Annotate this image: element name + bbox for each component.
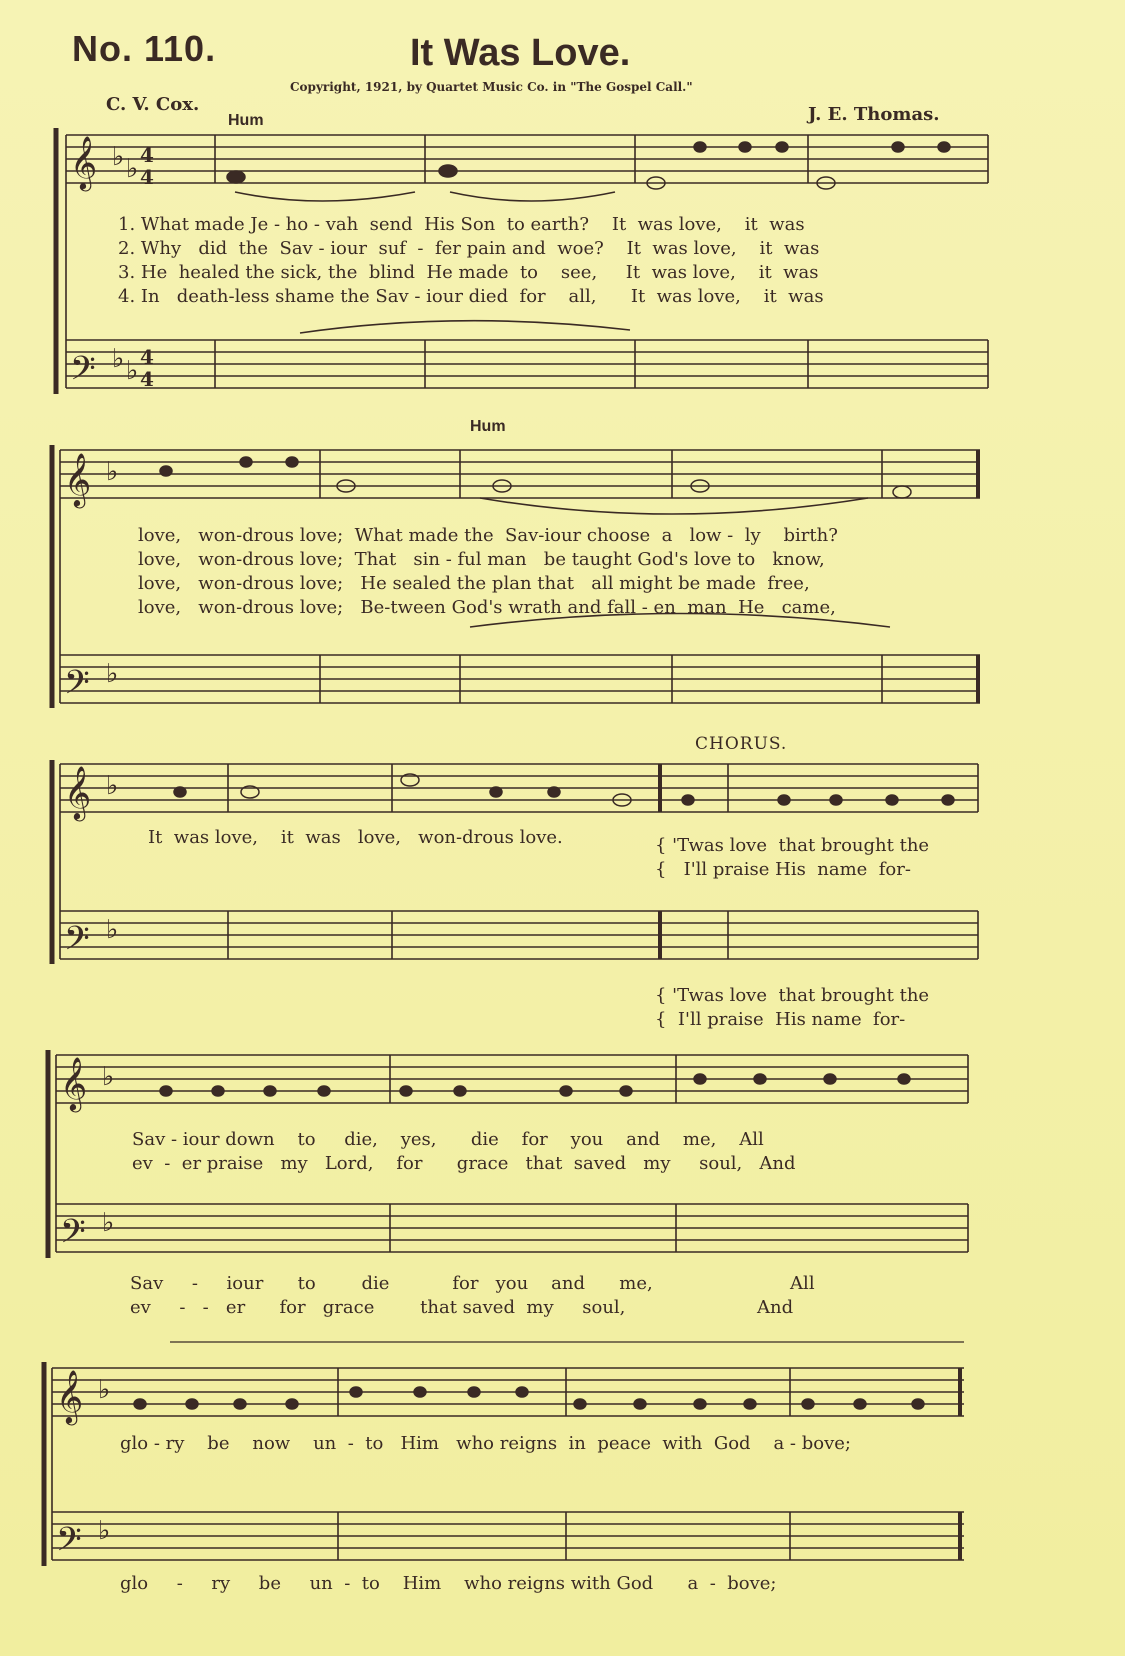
chorus-treble-lower: ev - er praise my Lord, for grace that saved my soul, And [132,1153,796,1174]
svg-text:♭: ♭ [112,344,125,374]
svg-text:♭: ♭ [98,1516,111,1546]
staff-system2-bass [60,655,980,703]
svg-text:4: 4 [140,143,154,167]
svg-text:♭: ♭ [102,1062,115,1092]
svg-text:♭: ♭ [106,457,119,487]
chorus-treble-upper: Sav - iour down to die, yes, die for you and me, All [132,1129,764,1150]
chorus-lower-line: { I'll praise His name for- [655,859,911,880]
verse-1-line: 1. What made Je - ho - vah send His Son to earth? It was love, it was [118,214,805,235]
verse-2-line: 2. Why did the Sav - iour suf - fer pain and woe? It was love, it was [118,238,820,259]
chorus-bass-lower: ev - - er for grace that saved my soul, And [130,1297,794,1318]
chorus-label: CHORUS. [695,734,788,754]
svg-text:♭: ♭ [106,659,119,689]
svg-text:4: 4 [140,165,154,189]
final-bass-line: glo - ry be un - to Him who reigns with God a - bove; [120,1573,777,1594]
verse-2-line-2: love, won-drous love; That sin - ful man be taught God's love to know, [138,549,825,570]
copyright-line: Copyright, 1921, by Quartet Music Co. in "The Gospel Call." [290,80,693,94]
svg-text:𝄢: 𝄢 [64,920,90,966]
hum-label-2: Hum [470,418,506,435]
verse-3-line: 3. He healed the sick, the blind He made to see, It was love, it was [118,262,819,283]
verses-system2 [138,524,838,620]
svg-text:𝄞: 𝄞 [60,1056,88,1110]
staff-system4-bass [56,1204,968,1252]
staff-system5-bass [52,1512,964,1560]
svg-text:𝄞: 𝄞 [64,452,92,506]
svg-text:𝄢: 𝄢 [64,664,90,710]
staff-system2-treble [60,450,980,498]
staff-system3-treble [60,764,978,812]
verse-4-line: 4. In death-less shame the Sav - iour died for all, It was love, it was [118,286,824,307]
verse-3-line-2: love, won-drous love; He sealed the plan that all might be made free, [138,573,810,594]
svg-text:𝄢: 𝄢 [60,1213,86,1259]
svg-text:♭: ♭ [102,1208,115,1238]
svg-text:𝄢: 𝄢 [56,1521,82,1567]
svg-text:4: 4 [140,367,154,391]
svg-text:𝄢: 𝄢 [70,350,96,396]
svg-text:♭: ♭ [112,142,125,172]
lyricist: C. V. Cox. [106,94,200,115]
chorus-bass-upper: Sav - iour to die for you and me, All [130,1273,815,1294]
svg-text:♭: ♭ [106,915,119,945]
svg-text:𝄞: 𝄞 [64,765,92,819]
hum-label-1: Hum [228,112,264,129]
svg-text:𝄞: 𝄞 [70,135,98,189]
verse-1-line-2: love, won-drous love; What made the Sav-iour choose a low - ly birth? [138,525,838,546]
svg-text:♭: ♭ [98,1375,111,1405]
svg-text:♭: ♭ [106,771,119,801]
final-treble-line: glo - ry be now un - to Him who reigns in peace with God a - bove; [120,1433,851,1454]
svg-text:𝄞: 𝄞 [56,1369,84,1423]
bass-chorus-lower-line: { I'll praise His name for- [655,1009,906,1030]
hymn-title: It Was Love. [410,32,631,74]
composer: J. E. Thomas. [808,104,940,125]
refrain-line: It was love, it was love, won-drous love. [148,827,563,848]
hymn-number: No. 110. [72,28,217,69]
svg-text:4: 4 [140,345,154,369]
bass-chorus-upper-line: { 'Twas love that brought the [655,985,930,1006]
staff-system3-bass [60,911,978,959]
verse-4-line-2: love, won-drous love; Be-tween God's wrath and fall - en man He came, [138,597,836,618]
staff-system1-treble [66,135,988,183]
verses-system1 [118,213,824,309]
staff-system1-bass [66,340,988,388]
chorus-upper-line: { 'Twas love that brought the [655,835,930,856]
svg-text:♭: ♭ [126,154,139,184]
svg-text:♭: ♭ [126,356,139,386]
